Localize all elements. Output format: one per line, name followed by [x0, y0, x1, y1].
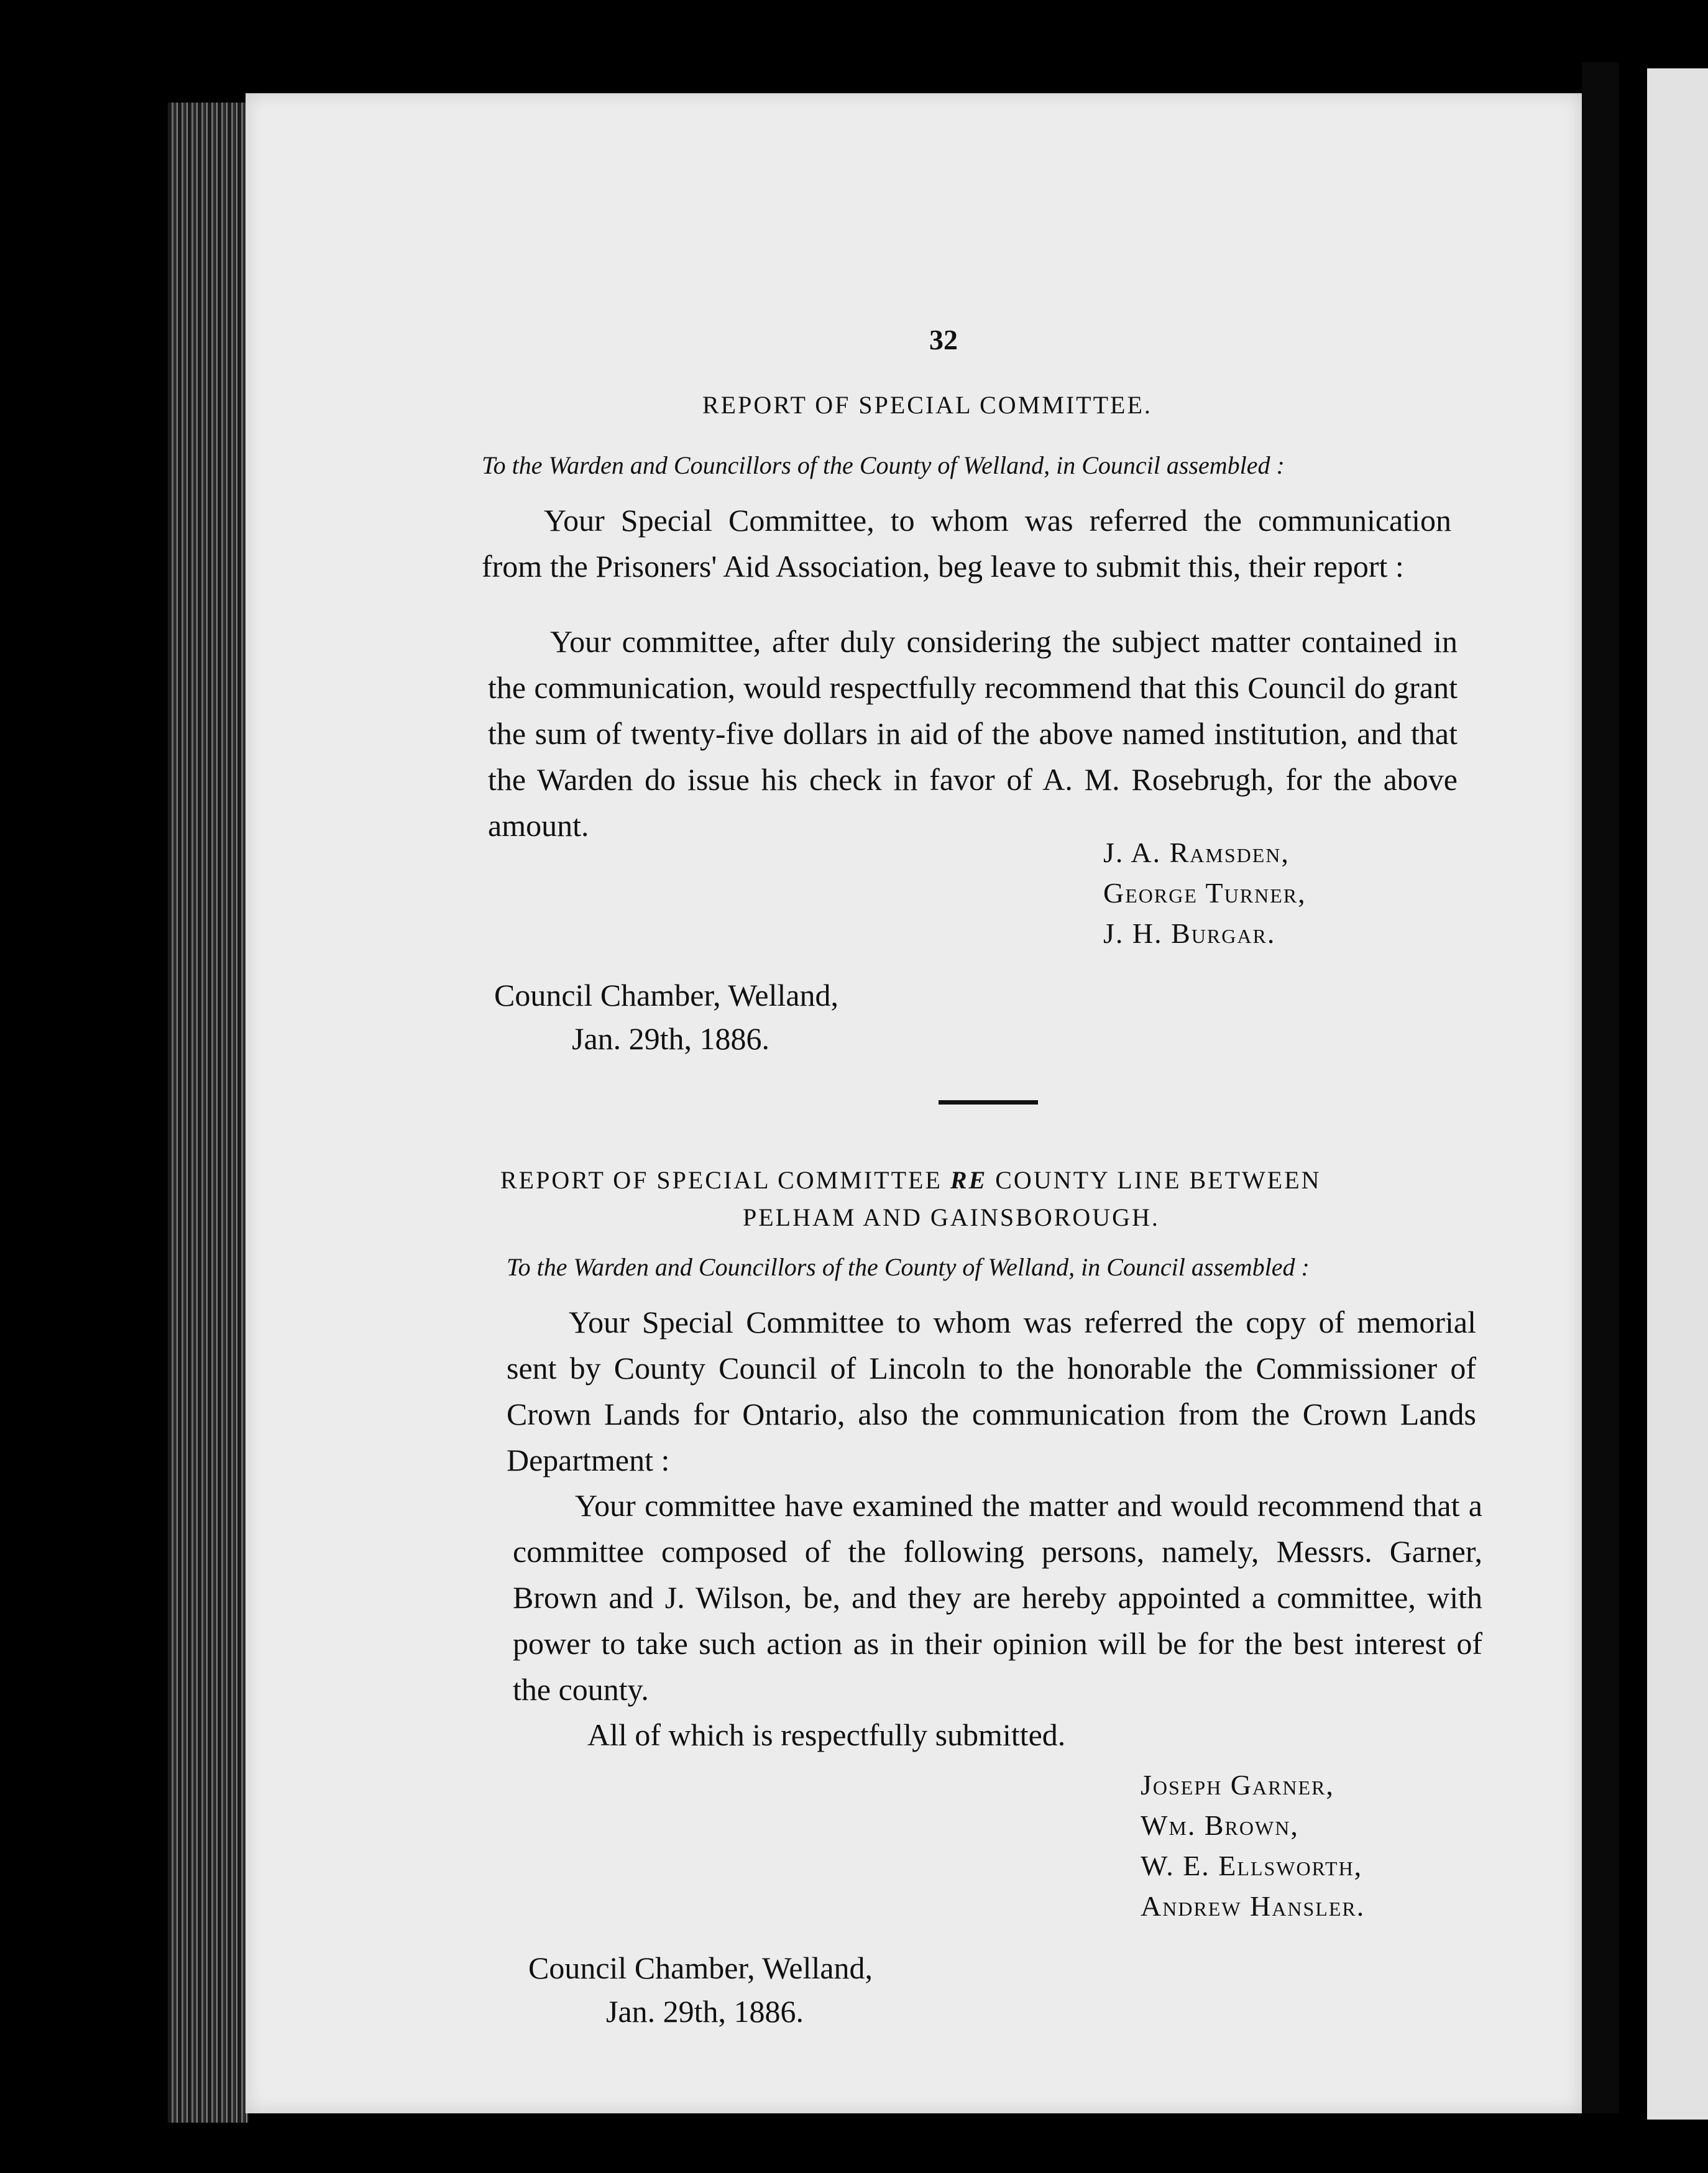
report2-title-suffix: COUNTY LINE BETWEEN: [995, 1166, 1321, 1194]
report2-signatory-2: Wm. Brown,: [1141, 1809, 1299, 1841]
report1-paragraph2: Your committee, after duly considering the subject matter contained in the communication, would respectfully recommend that this Council do grant the sum of twenty-five dollars in aid of the above named institution, and that the Warden do issue his check in favor of A. M. Rosebrugh, for the above amount.: [488, 624, 1458, 843]
report2-paragraph3: All of which is respectfully submitted.: [587, 1717, 1066, 1752]
report2-signatory-3: W. E. Ellsworth,: [1141, 1850, 1363, 1881]
report1-signatory-3: J. H. Burgar.: [1103, 917, 1276, 949]
report2-signatory-1: Joseph Garner,: [1141, 1769, 1334, 1801]
report2-paragraph2: Your committee have examined the matter and would recommend that a committee composed of the following persons, namely, Messrs. Garner, Brown and J. Wilson, be, and they are hereby appointed a committee, with power to take such action as in their opinion will be for the best interest of the county.: [513, 1488, 1482, 1707]
page-number: 32: [929, 324, 958, 356]
report2-title-line2: PELHAM AND GAINSBOROUGH.: [743, 1203, 1160, 1231]
report1-signatory-2: George Turner,: [1103, 877, 1306, 909]
report1-address: To the Warden and Councillors of the County of Welland, in Council assembled :: [482, 451, 1285, 479]
report2-signatory-4: Andrew Hansler.: [1141, 1890, 1366, 1922]
report1-signatory-1: J. A. Ramsden,: [1103, 837, 1290, 868]
report2-title-line1: [500, 1165, 1321, 1195]
report2-place: Council Chamber, Welland,: [528, 1950, 873, 1985]
report1-paragraph1: Your Special Committee, to whom was referred the communication from the Prisoners' Aid Association, beg leave to submit this, their report :: [482, 503, 1451, 584]
section-divider: [939, 1100, 1038, 1105]
report2-paragraph1: Your Special Committee to whom was referred the copy of memorial sent by County Council of Lincoln to the honorable the Commissioner of Crown Lands for Ontario, also the communication from the Crown Lands Department :: [507, 1305, 1476, 1477]
report2-title-re: RE: [950, 1166, 988, 1194]
report2-date: Jan. 29th, 1886.: [606, 1994, 804, 2029]
report1-title: REPORT OF SPECIAL COMMITTEE.: [702, 391, 1152, 419]
report1-date: Jan. 29th, 1886.: [572, 1021, 770, 1056]
report2-address: To the Warden and Councillors of the County of Welland, in Council assembled :: [507, 1253, 1310, 1281]
report1-place: Council Chamber, Welland,: [494, 978, 839, 1013]
report2-title-prefix: REPORT OF SPECIAL COMMITTEE: [500, 1166, 942, 1194]
